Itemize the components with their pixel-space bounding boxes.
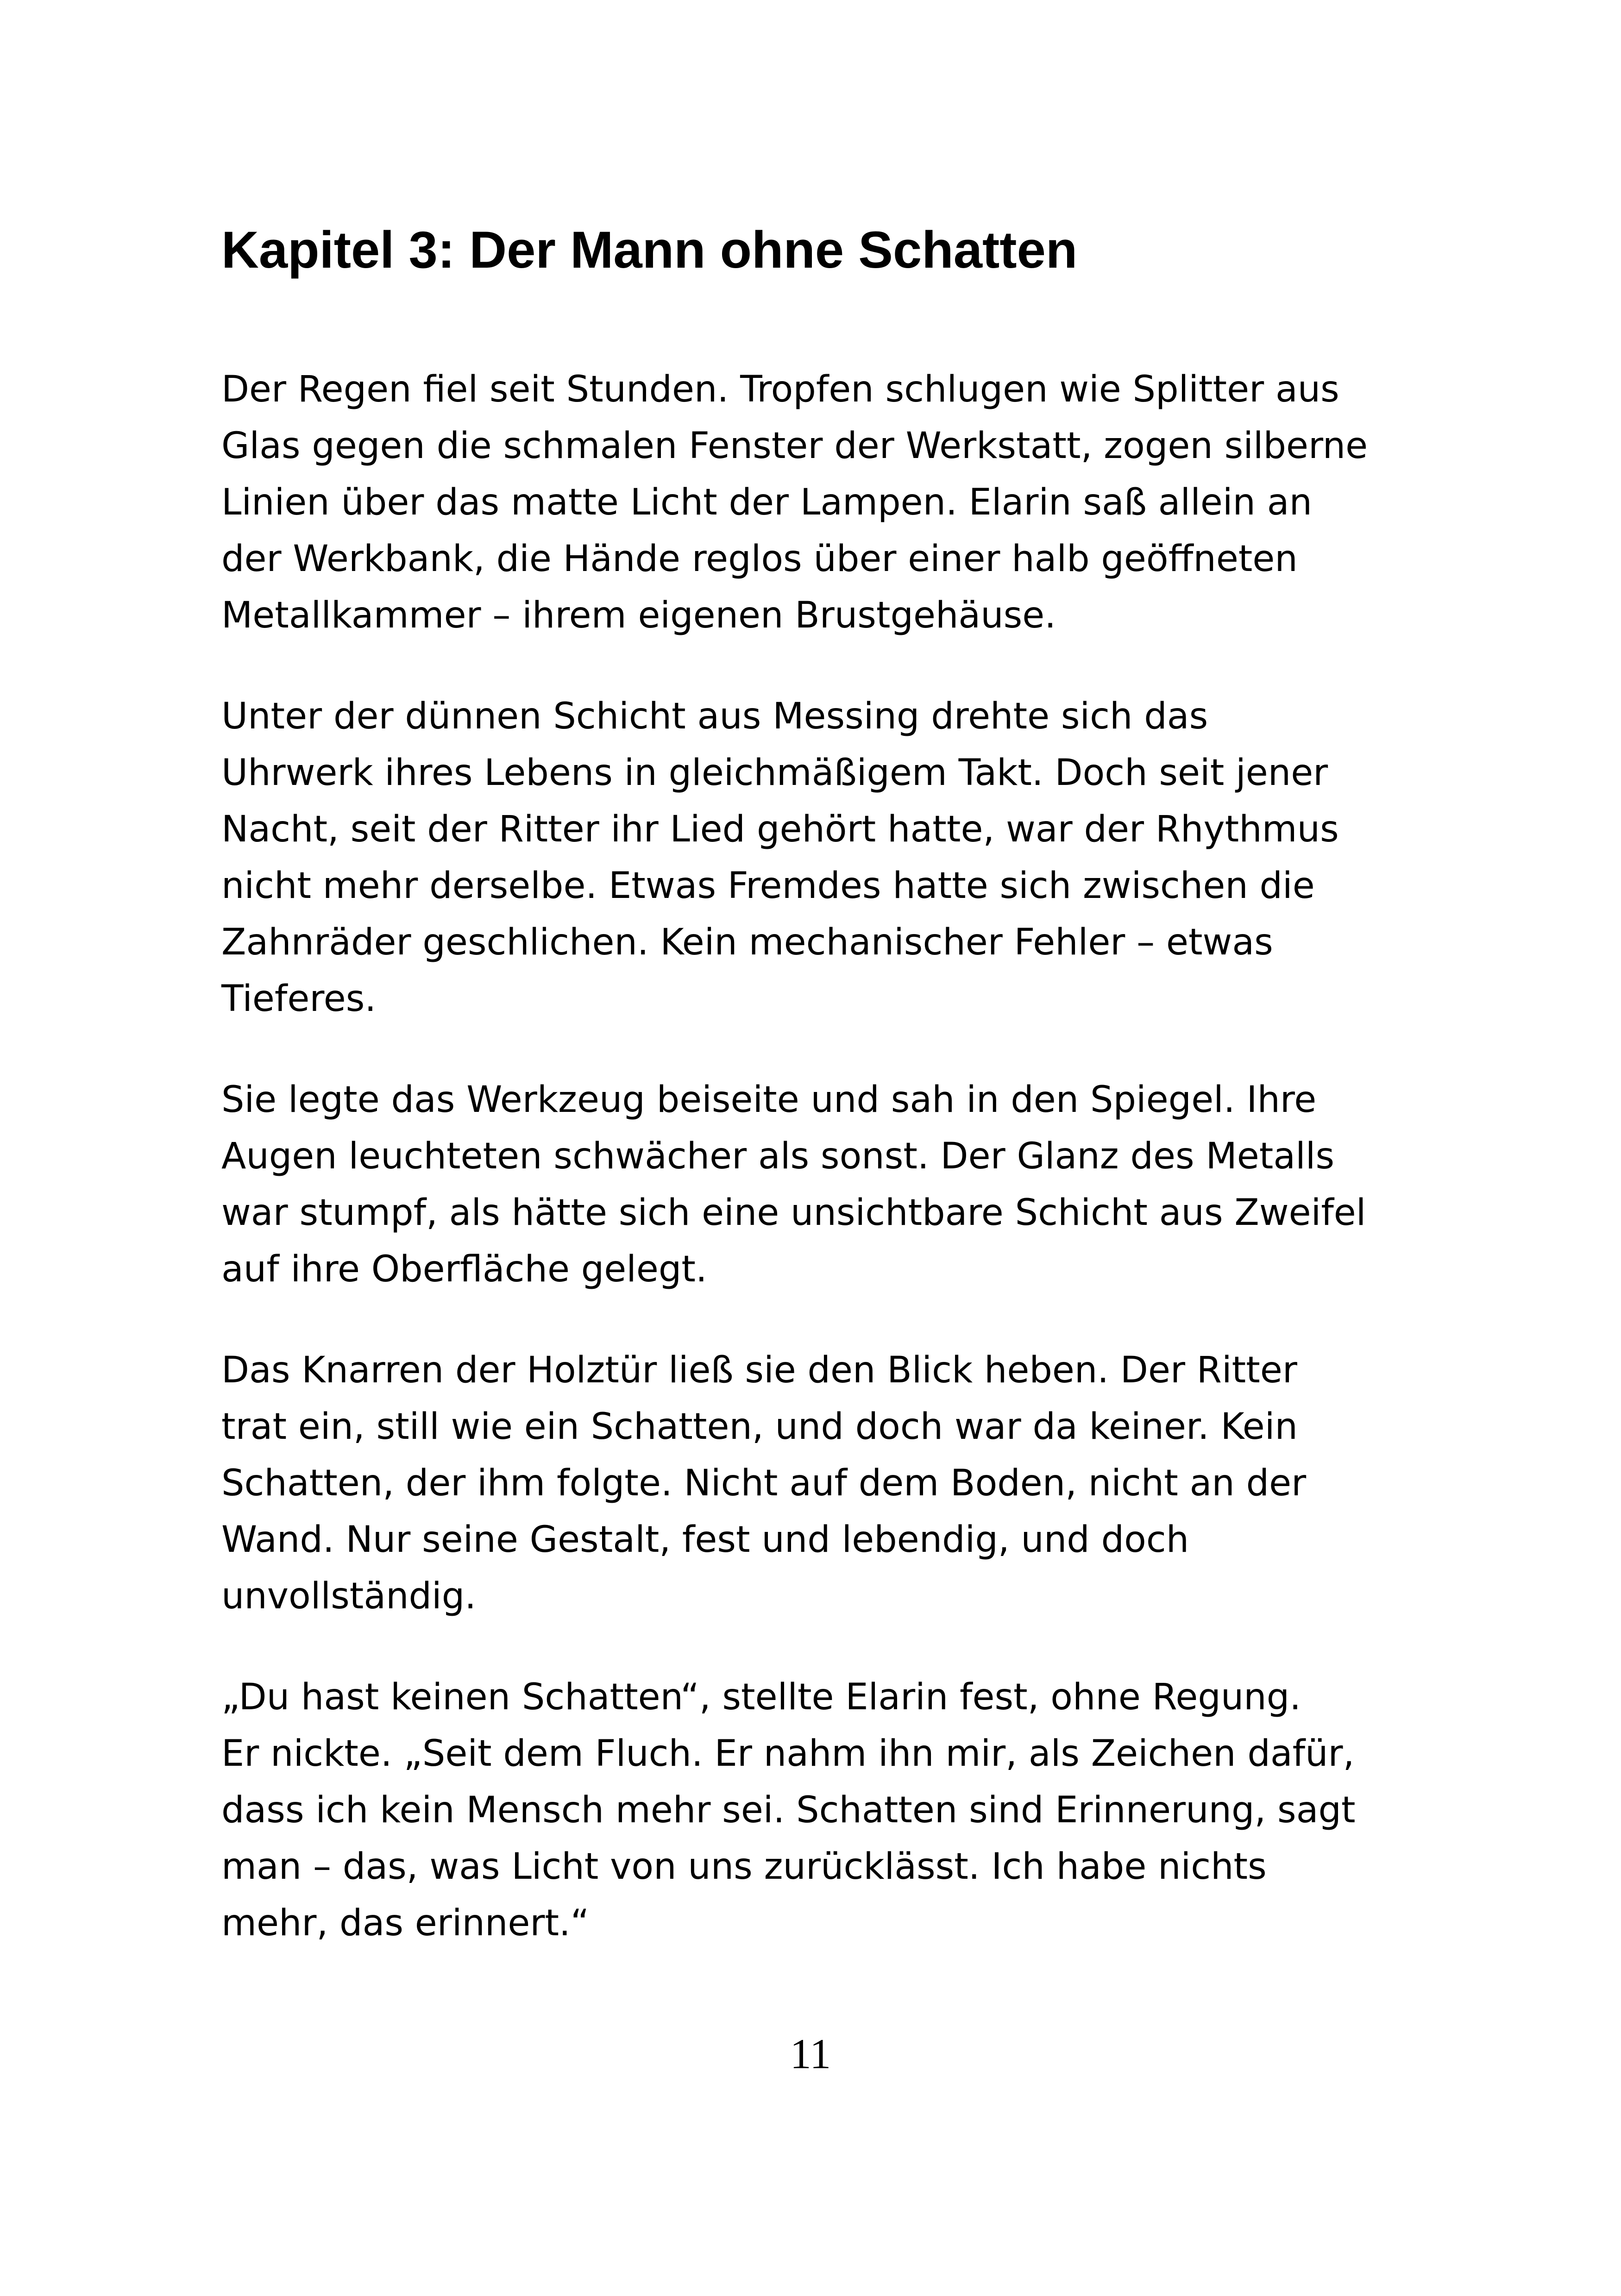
chapter-text: [221, 361, 1435, 1996]
text-line: der Werkbank, die Hände reglos über einer halb geöffneten: [221, 538, 1298, 580]
text-line: Er nickte. „Seit dem Fluch. Er nahm ihn mir, als Zeichen dafür,: [221, 1733, 1355, 1775]
text-line: Wand. Nur seine Gestalt, fest und lebendig, und doch: [221, 1519, 1189, 1561]
text-line: Tieferes.: [221, 978, 377, 1020]
text-line: „Du hast keinen Schatten“, stellte Elarin fest, ohne Regung.: [221, 1676, 1301, 1718]
text-line: Sie legte das Werkzeug beiseite und sah in den Spiegel. Ihre: [221, 1079, 1317, 1121]
text-line: Nacht, seit der Ritter ihr Lied gehört hatte, war der Rhythmus: [221, 809, 1339, 850]
text-line: nicht mehr derselbe. Etwas Fremdes hatte sich zwischen die: [221, 865, 1315, 907]
text-line: Uhrwerk ihres Lebens in gleichmäßigem Takt. Doch seit jener: [221, 752, 1328, 794]
text-line: Schatten, der ihm folgte. Nicht auf dem Boden, nicht an der: [221, 1462, 1307, 1504]
text-line: unvollständig.: [221, 1575, 477, 1617]
text-line: Glas gegen die schmalen Fenster der Werkstatt, zogen silberne: [221, 425, 1368, 467]
text-line: Der Regen fiel seit Stunden. Tropfen schlugen wie Splitter aus: [221, 369, 1339, 410]
paragraph: [221, 1669, 1435, 1951]
text-line: trat ein, still wie ein Schatten, und doch war da keiner. Kein: [221, 1406, 1298, 1448]
text-line: Metallkammer – ihrem eigenen Brustgehäuse.: [221, 595, 1056, 636]
text-line: Unter der dünnen Schicht aus Messing drehte sich das: [221, 696, 1208, 737]
text-line: Das Knarren der Holztür ließ sie den Blick heben. Der Ritter: [221, 1349, 1297, 1391]
paragraph: [221, 1072, 1435, 1298]
text-line: man – das, was Licht von uns zurücklässt. Ich habe nichts: [221, 1846, 1267, 1888]
chapter-title: Kapitel 3: Der Mann ohne Schatten: [221, 221, 1078, 279]
text-line: Augen leuchteten schwächer als sonst. Der Glanz des Metalls: [221, 1135, 1335, 1177]
text-line: dass ich kein Mensch mehr sei. Schatten sind Erinnerung, sagt: [221, 1789, 1356, 1831]
text-line: mehr, das erinnert.“: [221, 1902, 590, 1944]
paragraph: [221, 1342, 1435, 1625]
page-number: 11: [790, 2030, 831, 2077]
paragraph: [221, 361, 1435, 644]
text-line: Linien über das matte Licht der Lampen. Elarin saß allein an: [221, 482, 1313, 523]
text-line: war stumpf, als hätte sich eine unsichtbare Schicht aus Zweifel: [221, 1192, 1366, 1234]
text-line: Zahnräder geschlichen. Kein mechanischer Fehler – etwas: [221, 922, 1273, 963]
text-line: auf ihre Oberfläche gelegt.: [221, 1248, 707, 1290]
paragraph: [221, 688, 1435, 1027]
